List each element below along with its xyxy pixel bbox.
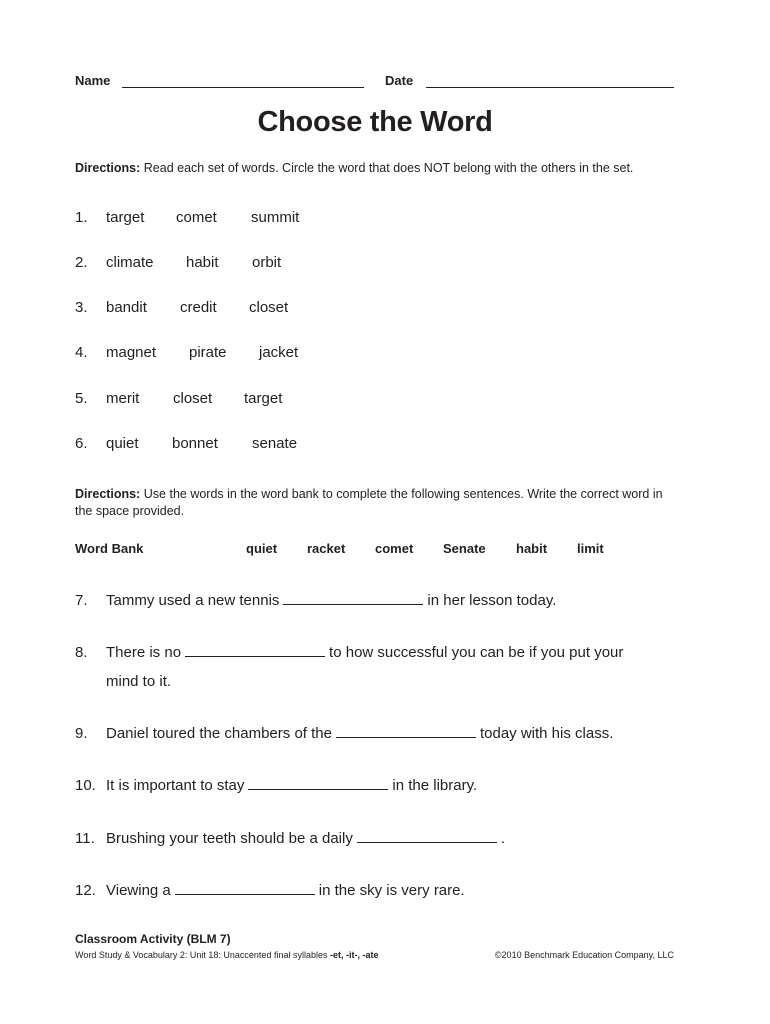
word-option[interactable]: closet bbox=[249, 299, 289, 316]
footer-unit-bold: -et, -it-, -ate bbox=[330, 950, 379, 960]
word-bank-word: habit bbox=[516, 541, 548, 556]
sentence-text-before: Tammy used a new tennis bbox=[106, 592, 280, 609]
word-option[interactable]: pirate bbox=[189, 344, 227, 361]
date-label: Date bbox=[385, 73, 414, 88]
directions-2 bbox=[75, 486, 675, 520]
word-option[interactable]: merit bbox=[106, 390, 140, 407]
sentence-8 bbox=[75, 644, 623, 661]
sentence-7 bbox=[75, 592, 556, 609]
directions-2-label: Directions: bbox=[75, 487, 141, 501]
footer-activity-title: Classroom Activity (BLM 7) bbox=[75, 932, 231, 946]
sentence-text-before: Brushing your teeth should be a daily bbox=[106, 830, 353, 847]
sentence-text-before: It is important to stay bbox=[106, 777, 245, 794]
word-set-number: 4. bbox=[75, 344, 88, 361]
answer-blank[interactable] bbox=[248, 777, 388, 790]
page-title: Choose the Word bbox=[257, 106, 493, 138]
sentence-number: 7. bbox=[75, 592, 88, 609]
sentence-text-before: Viewing a bbox=[106, 882, 171, 899]
word-bank-word: comet bbox=[375, 541, 414, 556]
word-option[interactable]: magnet bbox=[106, 344, 157, 361]
sentence-text-before: Daniel toured the chambers of the bbox=[106, 725, 332, 742]
sentence-8-continued: mind to it. bbox=[106, 673, 172, 690]
word-option[interactable]: climate bbox=[106, 254, 154, 271]
answer-blank[interactable] bbox=[283, 592, 423, 605]
word-bank-word: quiet bbox=[246, 541, 278, 556]
footer-unit-text: Word Study & Vocabulary 2: Unit 18: Unaccented final syllables bbox=[75, 950, 328, 960]
sentence-text-after: in the sky is very rare. bbox=[318, 882, 465, 899]
name-line[interactable] bbox=[122, 87, 364, 88]
sentence-number: 12. bbox=[75, 882, 96, 899]
footer-unit-info bbox=[75, 950, 379, 960]
word-option[interactable]: bandit bbox=[106, 299, 147, 316]
sentence-9 bbox=[75, 725, 613, 742]
word-bank-label: Word Bank bbox=[75, 541, 144, 556]
word-set-number: 5. bbox=[75, 390, 88, 407]
sentence-text-before: There is no bbox=[106, 644, 182, 661]
date-line[interactable] bbox=[426, 87, 674, 88]
sentence-text-after: . bbox=[500, 830, 505, 847]
word-option[interactable]: jacket bbox=[259, 344, 299, 361]
name-label: Name bbox=[75, 73, 111, 88]
sentence-number: 11. bbox=[75, 830, 95, 847]
sentence-10 bbox=[75, 777, 477, 794]
word-set-number: 1. bbox=[75, 209, 88, 226]
word-option[interactable]: target bbox=[244, 390, 283, 407]
directions-1-label: Directions: bbox=[75, 161, 141, 175]
directions-1-text: Read each set of words. Circle the word that does NOT belong with the others in the set. bbox=[143, 161, 634, 175]
word-option[interactable]: comet bbox=[176, 209, 217, 226]
word-bank-word: racket bbox=[307, 541, 346, 556]
sentence-text-after: today with his class. bbox=[479, 725, 614, 742]
word-option[interactable]: bonnet bbox=[172, 435, 218, 452]
directions-1 bbox=[75, 160, 675, 177]
word-set-number: 3. bbox=[75, 299, 88, 316]
sentence-number: 9. bbox=[75, 725, 88, 742]
answer-blank[interactable] bbox=[336, 725, 476, 738]
sentence-text-after: to how successful you can be if you put your bbox=[329, 644, 624, 661]
answer-blank[interactable] bbox=[357, 830, 497, 843]
directions-2-text: Use the words in the word bank to complete the following sentences. Write the correct word in the space provided. bbox=[75, 487, 663, 518]
sentence-text-after: in the library. bbox=[392, 777, 478, 794]
sentence-11 bbox=[75, 830, 505, 847]
word-option[interactable]: habit bbox=[186, 254, 219, 271]
word-bank-word: limit bbox=[577, 541, 604, 556]
footer-copyright: ©2010 Benchmark Education Company, LLC bbox=[494, 950, 674, 960]
answer-blank[interactable] bbox=[175, 882, 315, 895]
word-option[interactable]: senate bbox=[252, 435, 298, 452]
word-bank-word: Senate bbox=[443, 541, 486, 556]
word-option[interactable]: summit bbox=[251, 209, 300, 226]
word-option[interactable]: target bbox=[106, 209, 145, 226]
sentence-number: 10. bbox=[75, 777, 96, 794]
word-set-number: 6. bbox=[75, 435, 88, 452]
sentence-number: 8. bbox=[75, 644, 88, 661]
answer-blank[interactable] bbox=[185, 644, 325, 657]
word-option[interactable]: closet bbox=[173, 390, 213, 407]
sentence-12 bbox=[75, 882, 465, 899]
word-option[interactable]: quiet bbox=[106, 435, 139, 452]
word-set-number: 2. bbox=[75, 254, 88, 271]
word-option[interactable]: orbit bbox=[252, 254, 282, 271]
word-option[interactable]: credit bbox=[180, 299, 217, 316]
sentence-text-after: in her lesson today. bbox=[427, 592, 557, 609]
